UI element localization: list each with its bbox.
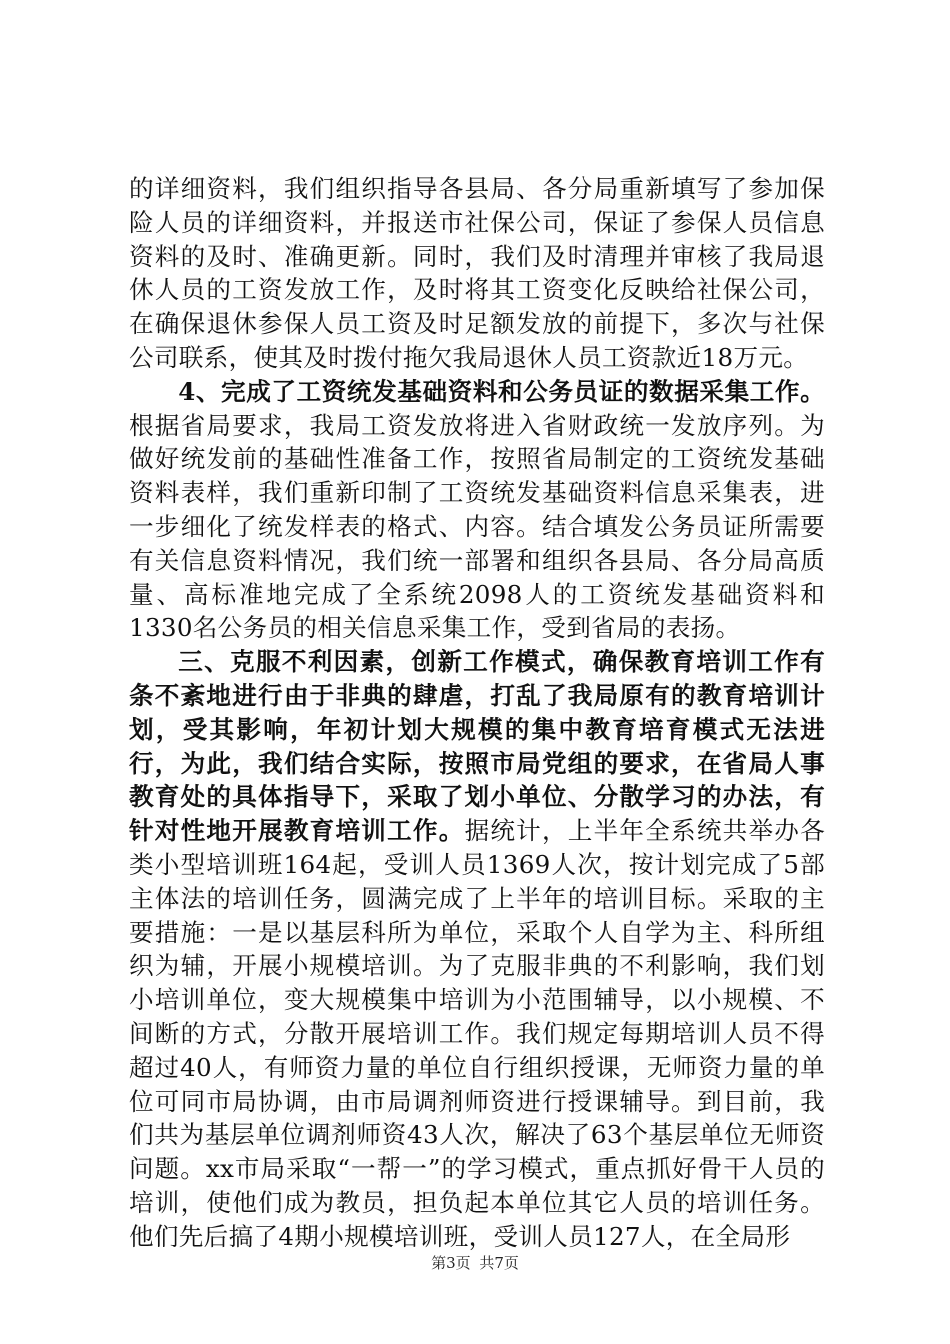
paragraph-section-3 — [129, 645, 825, 1253]
page-total: 共7页 — [479, 1254, 519, 1272]
section-3-heading: 三、克服不利因素，创新工作模式，确保教育培训工作有条不紊地进行由于非典的肆虐，打乱了我局原有的教育培训计划，受其影响，年初计划大规模的集中教育培育模式无法进行，为此，我们结合实际，按照市局党组的要求，在省局人事教育处的具体指导下，采取了划小单位、分散学习的办法，有针对性地开展教育培训工作。 — [129, 647, 825, 846]
paragraph-continued: 的详细资料，我们组织指导各县局、各分局重新填写了参加保险人员的详细资料，并报送市社保公司，保证了参保人员信息资料的及时、准确更新。同时，我们及时清理并审核了我局退休人员的工资发放工作，及时将其工资变化反映给社保公司，在确保退休参保人员工资及时足额发放的前提下，多次与社保公司联系，使其及时拨付拖欠我局退休人员工资款近18万元。 — [129, 174, 825, 372]
paragraph-item-4 — [129, 375, 825, 645]
document-body — [129, 172, 825, 1254]
page-footer — [0, 1253, 950, 1273]
page-number: 第3页 — [431, 1254, 471, 1272]
item-4-body: 根据省局要求，我局工资发放将进入省财政统一发放序列。为做好统发前的基础性准备工作，按照省局制定的工资统发基础资料表样，我们重新印制了工资统发基础资料信息采集表，进一步细化了统发样表的格式、内容。结合填发公务员证所需要有关信息资料情况，我们统一部署和组织各县局、各分局高质量、高标准地完成了全系统2098人的工资统发基础资料和1330名公务员的相关信息采集工作，受到省局的表扬。 — [129, 410, 825, 643]
item-4-heading: 4、完成了工资统发基础资料和公务员证的数据采集工作。 — [178, 376, 825, 406]
section-3-body: 据统计，上半年全系统共举办各类小型培训班164起，受训人员1369人次，按计划完成了5部主体法的培训任务，圆满完成了上半年的培训目标。采取的主要措施：一是以基层科所为单位，采取个人自学为主、科所组织为辅，开展小规模培训。为了克服非典的不利影响，我们划小培训单位，变大规模集中培训为小范围辅导，以小规模、不间断的方式，分散开展培训工作。我们规定每期培训人员不得超过40人，有师资力量的单位自行组织授课，无师资力量的单位可同市局协调，由市局调剂师资进行授课辅导。到目前，我们共为基层单位调剂师资43人次，解决了63个基层单位无师资问题。xx市局采取“一帮一”的学习模式，重点抓好骨干人员的培训，使他们成为教员，担负起本单位其它人员的培训任务。他们先后搞了4期小规模培训班，受训人员127人，在全局形 — [129, 816, 826, 1251]
